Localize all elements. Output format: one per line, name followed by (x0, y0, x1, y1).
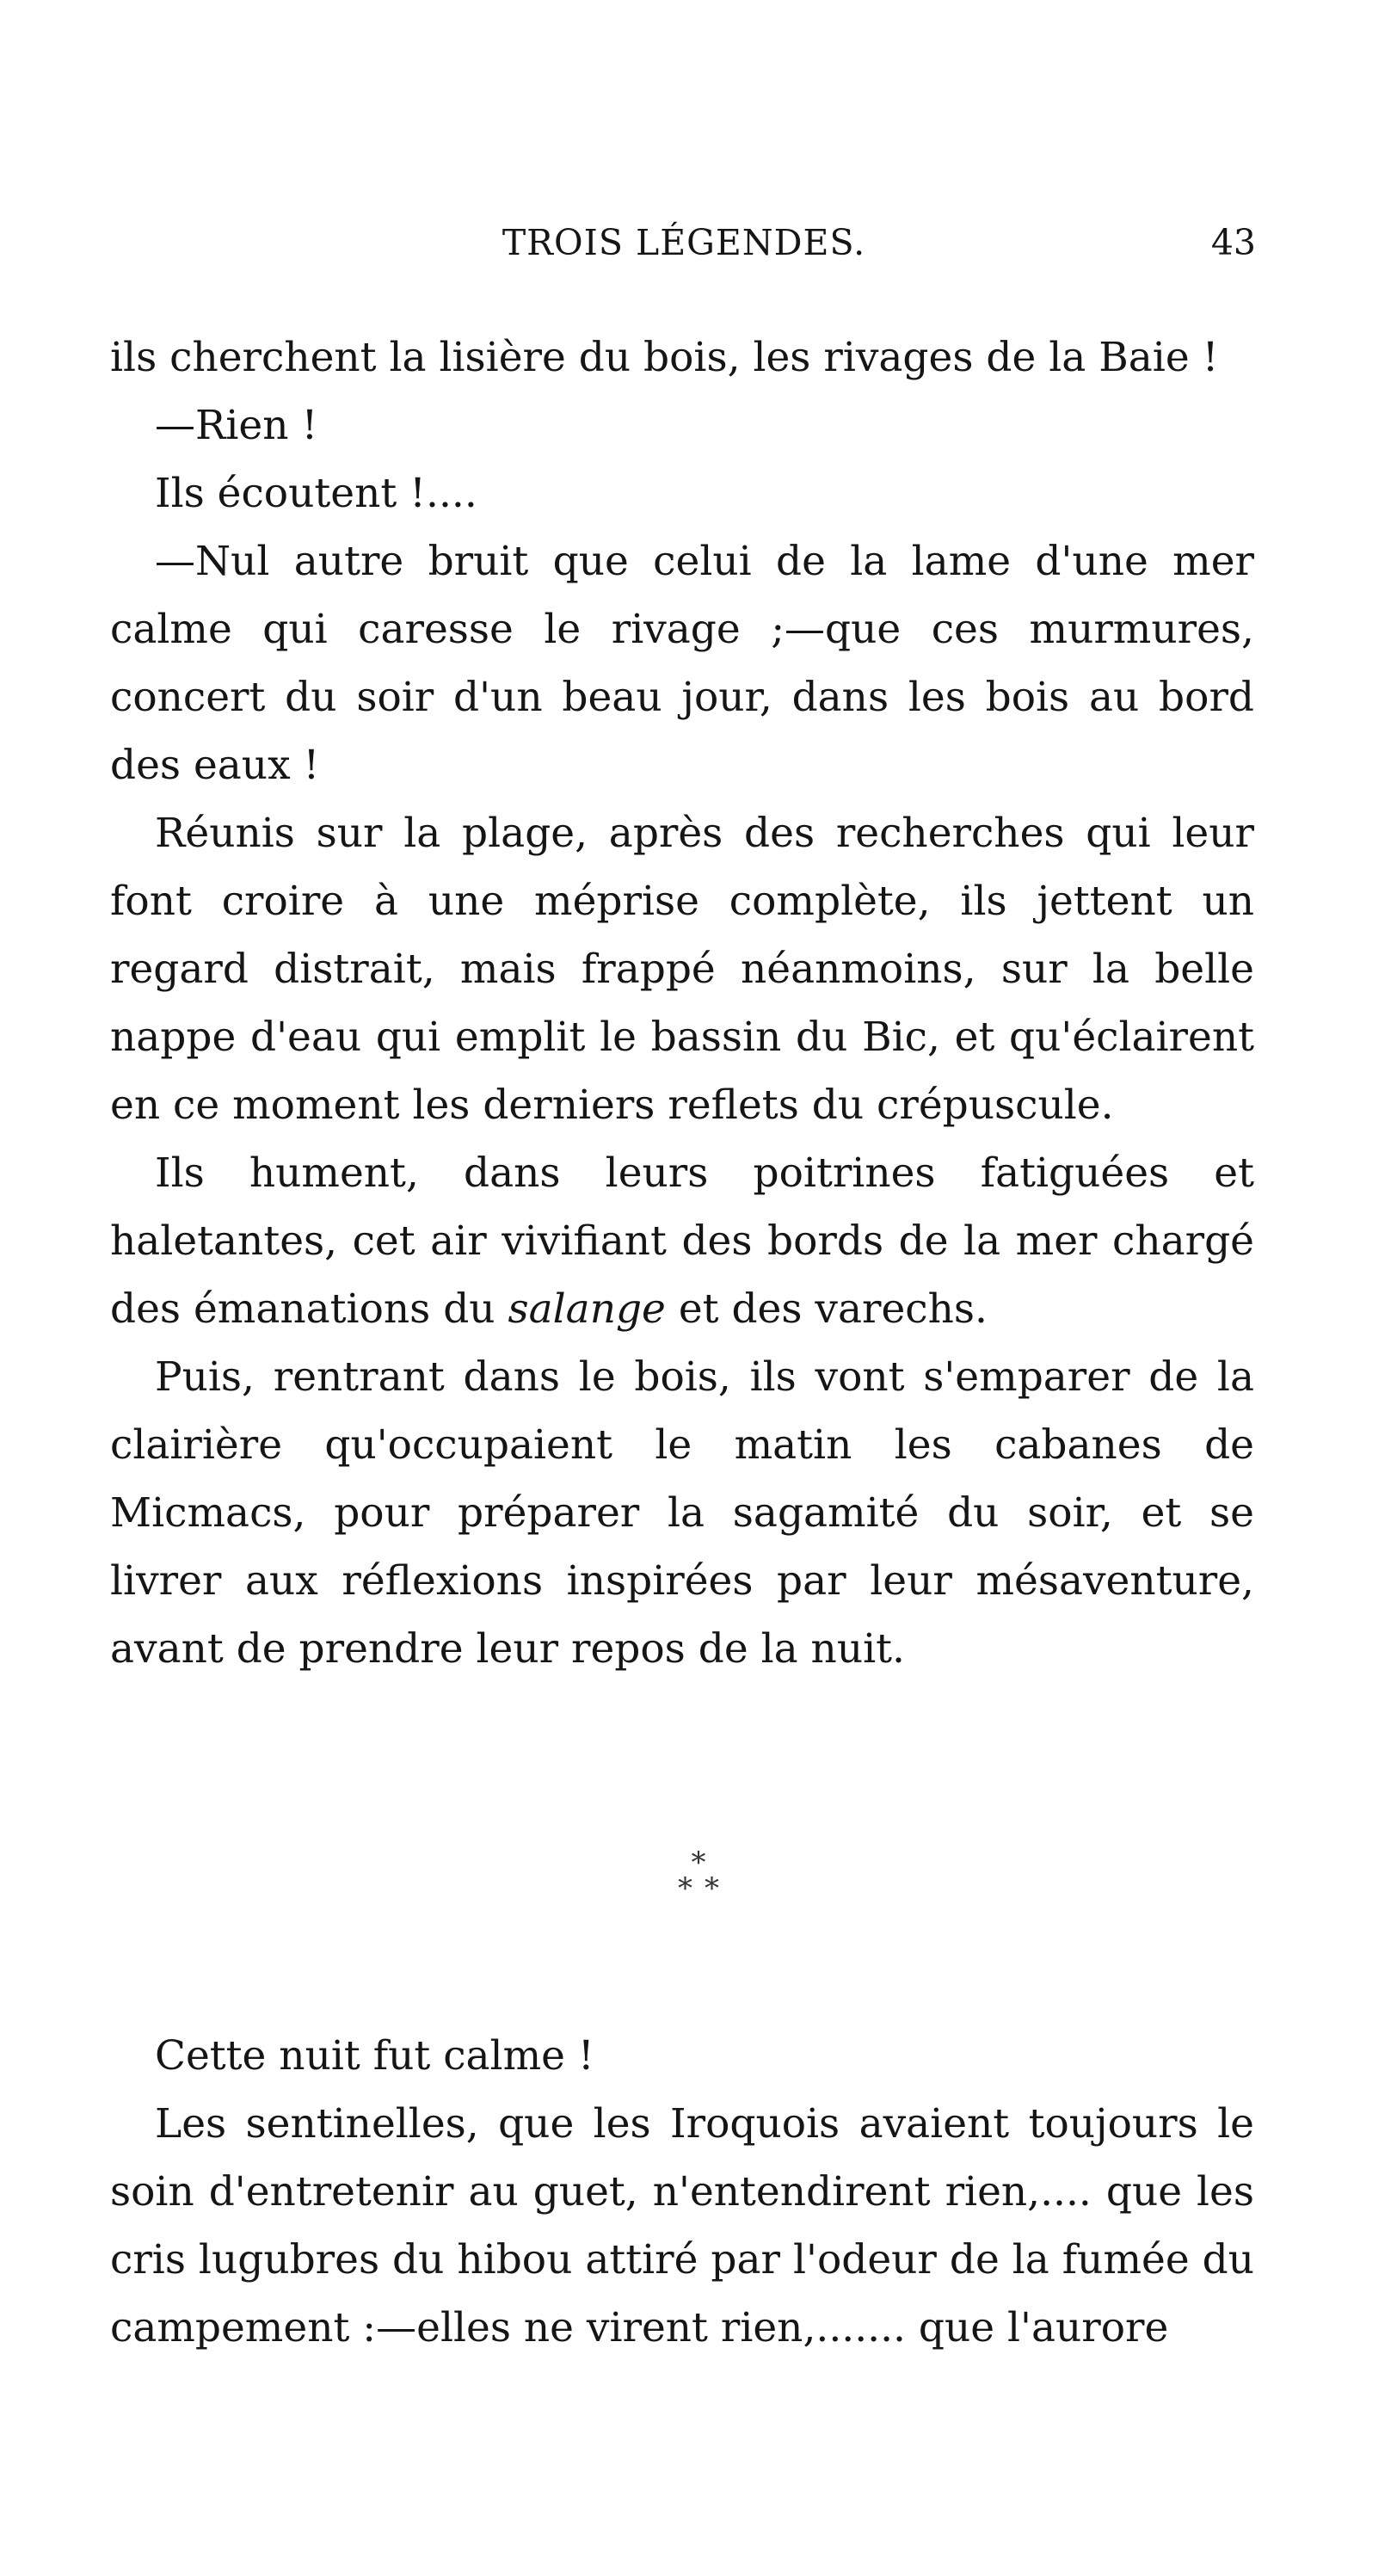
paragraph: Les sentinelles, que les Iroquois avaient toujours le soin d'entretenir au guet, n'entendirent rien,.... que les cris lugubres du hibou attiré par l'odeur de la fumée du campement :—elles ne virent rien,....... que l'aurore (110, 2100, 1254, 2351)
paragraph-text: et des varechs. (665, 1285, 988, 1333)
page-number: 43 (1210, 222, 1256, 263)
running-header (112, 222, 1256, 274)
section-break-asterism (0, 1846, 1397, 1906)
paragraph: ils cherchent la lisière du bois, les rivages de la Baie ! (110, 334, 1219, 381)
running-title: TROIS LÉGENDES. (502, 222, 866, 263)
paragraph: Réunis sur la plage, après des recherches qui leur font croire à une méprise complète, ils jettent un regard distrait, mais frappé néanmoins, sur la belle nappe d'eau qui emplit le bassin du Bic, et qu'éclairent en ce moment les derniers reflets du crépuscule. (110, 810, 1254, 1129)
asterism-bottom-stars: ** (678, 1871, 731, 1906)
asterism-top-star: * (691, 1846, 706, 1880)
paragraph (110, 1139, 1254, 1343)
paragraph: Ils écoutent !.... (155, 470, 477, 517)
body-text-bottom (110, 2022, 1254, 2362)
paragraph: —Rien ! (155, 402, 318, 449)
paragraph: —Nul autre bruit que celui de la lame d'une mer calme qui caresse le rivage ;—que ces murmures, concert du soir d'un beau jour, dans les bois au bord des eaux ! (110, 538, 1254, 789)
paragraph: Cette nuit fut calme ! (155, 2032, 594, 2080)
italic-term: salange (508, 1285, 666, 1333)
paragraph: Puis, rentrant dans le bois, ils vont s'emparer de la clairière qu'occupaient le matin les cabanes de Micmacs, pour préparer la sagamité du soir, et se livrer aux réflexions inspirées par leur mésaventure, avant de prendre leur repos de la nuit. (110, 1353, 1254, 1673)
paragraph-text: Ils hument, dans leurs poitrines fatiguées et haletantes, cet air vivifiant des bords de la mer chargé des émanations du (110, 1149, 1254, 1333)
body-text-top (110, 324, 1254, 1683)
